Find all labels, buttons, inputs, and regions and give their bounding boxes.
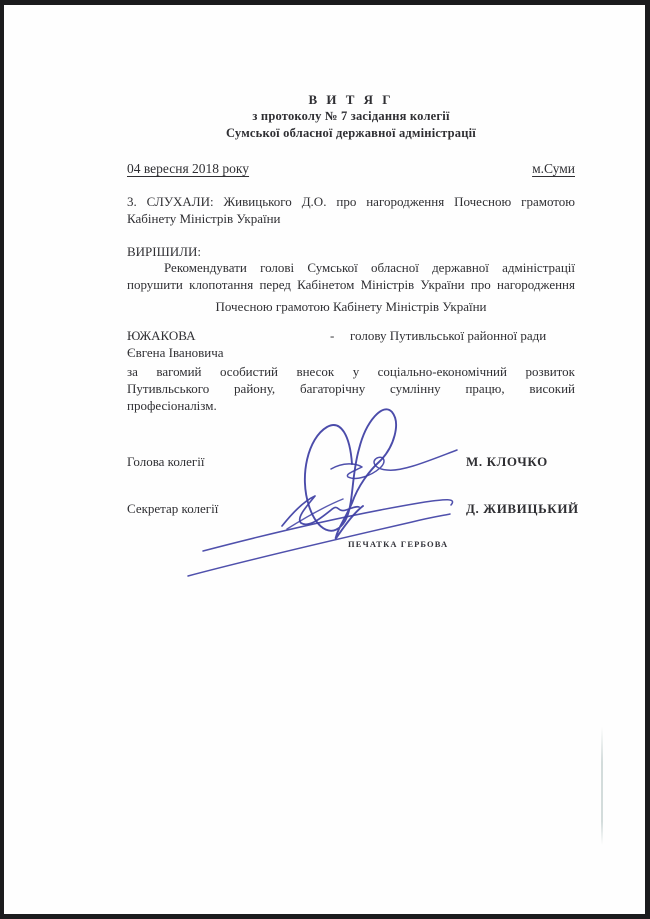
merit-line-3: професіоналізм.: [127, 398, 217, 413]
resolved-paragraph: [127, 259, 575, 293]
awardee-block: [127, 327, 575, 361]
heard-paragraph: [127, 193, 575, 227]
heard-line-2: Кабінету Міністрів України: [127, 211, 281, 226]
document-heading: [127, 91, 575, 141]
secretary-label: Секретар колегії: [127, 501, 219, 516]
awardee-surname: ЮЖАКОВА: [127, 328, 196, 343]
document-content: [127, 0, 579, 919]
merit-paragraph: [127, 363, 575, 414]
organization-subtitle: Сумської обласної державної адміністрації: [226, 125, 476, 140]
resolved-line-2: порушити клопотання перед Кабінетом Міністрів України про нагородження: [127, 277, 575, 292]
heard-line-1: 3. СЛУХАЛИ: Живицького Д.О. про нагородження Почесною грамотою: [127, 194, 575, 209]
stamp-note: ПЕЧАТКА ГЕРБОВА: [348, 539, 449, 549]
awardee-position: голову Путивльської районної ради: [350, 328, 547, 343]
merit-line-1: за вагомий особистий внесок у соціально-економічний розвиток: [127, 364, 575, 379]
document-place: м.Суми: [532, 161, 575, 176]
dateline: [127, 160, 575, 177]
secretary-name: Д. ЖИВИЦЬКИЙ: [466, 501, 579, 516]
scan-artifact-line: [601, 727, 603, 845]
merit-line-2: Путивльського району, багаторічну сумлінну працю, високий: [127, 381, 575, 396]
awardee-given-names: Євгена Івановича: [127, 345, 224, 360]
awardee-row: [127, 327, 575, 344]
resolved-label: ВИРІШИЛИ:: [127, 244, 201, 259]
chair-name: М. КЛОЧКО: [466, 454, 548, 469]
secretary-signature-row: [127, 500, 579, 517]
protocol-subtitle: з протоколу № 7 засідання колегії: [252, 109, 450, 123]
awardee-dash: -: [330, 328, 335, 343]
document-date: 04 вересня 2018 року: [127, 161, 250, 176]
chair-signature-row: [127, 453, 575, 470]
document-title: В И Т Я Г: [308, 92, 394, 107]
award-line: Почесною грамотою Кабінету Міністрів України: [215, 299, 487, 314]
resolved-line-1: Рекомендувати голові Сумської обласної державної адміністрації: [164, 260, 575, 275]
chair-label: Голова колегії: [127, 454, 205, 469]
